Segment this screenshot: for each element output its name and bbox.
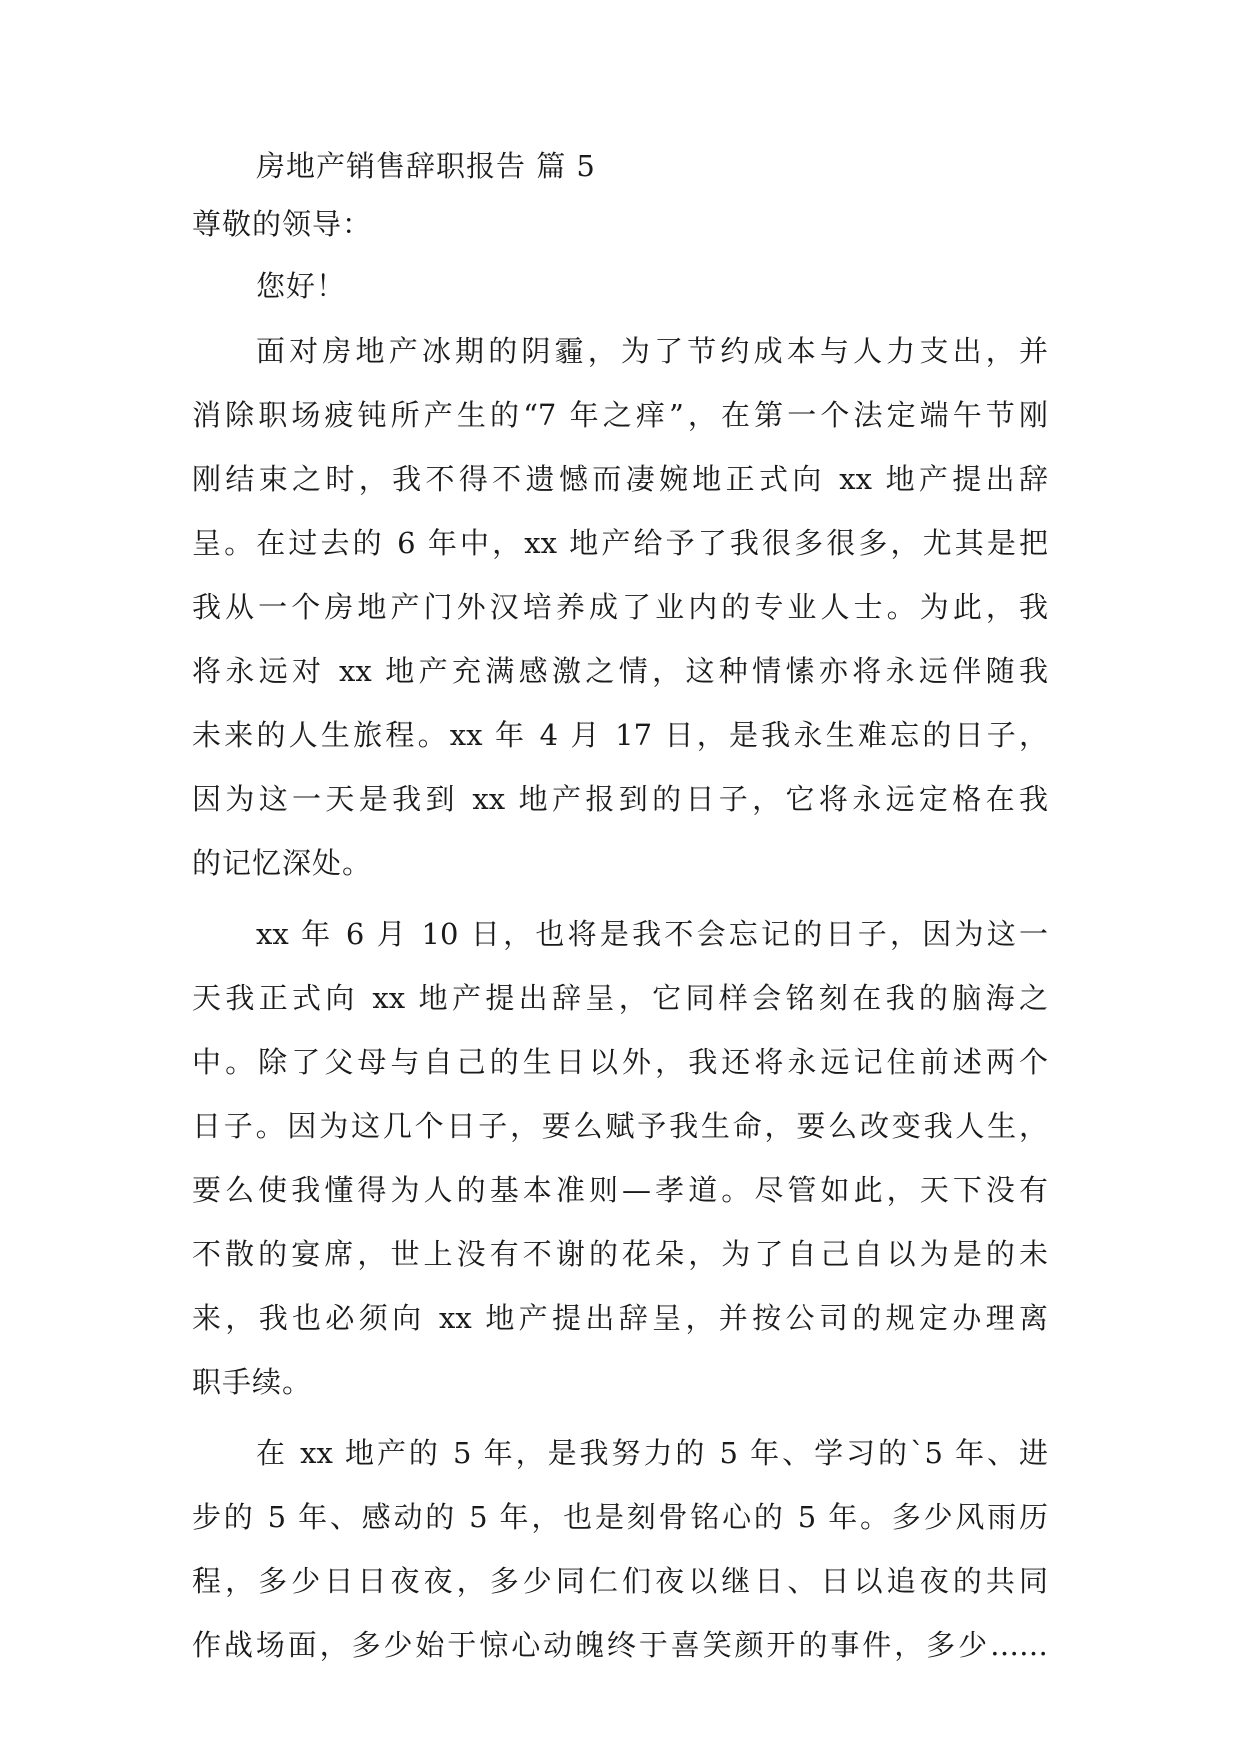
paragraph-line: 面对房地产冰期的阴霾，为了节约成本与人力支出，并 xyxy=(256,334,1048,368)
paragraph-line: 未来的人生旅程。xx 年 4 月 17 日，是我永生难忘的日子， xyxy=(192,718,1048,752)
paragraph-line: 中。除了父母与自己的生日以外，我还将永远记住前述两个 xyxy=(192,1045,1048,1079)
paragraph-line: 我从一个房地产门外汉培养成了业内的专业人士。为此，我 xyxy=(192,590,1048,624)
paragraph-line: 因为这一天是我到 xx 地产报到的日子，它将永远定格在我 xyxy=(192,782,1048,816)
paragraph-line: 消除职场疲钝所产生的“7 年之痒”，在第一个法定端午节刚 xyxy=(192,398,1048,432)
salutation: 尊敬的领导： xyxy=(192,207,373,241)
greeting: 您好！ xyxy=(256,269,347,303)
paragraph-line: 呈。在过去的 6 年中，xx 地产给予了我很多很多，尤其是把 xyxy=(192,526,1048,560)
paragraph-line: 不散的宴席，世上没有不谢的花朵，为了自己自以为是的未 xyxy=(192,1237,1048,1271)
paragraph-line: 刚结束之时，我不得不遗憾而凄婉地正式向 xx 地产提出辞 xyxy=(192,462,1048,496)
paragraph-line: 的记忆深处。 xyxy=(192,846,373,880)
paragraph-line: 作战场面，多少始于惊心动魄终于喜笑颜开的事件，多少…… xyxy=(192,1628,1048,1662)
paragraph-line: 步的 5 年、感动的 5 年，也是刻骨铭心的 5 年。多少风雨历 xyxy=(192,1500,1048,1534)
paragraph-line: 日子。因为这几个日子，要么赋予我生命，要么改变我人生， xyxy=(192,1109,1048,1143)
paragraph-line: xx 年 6 月 10 日，也将是我不会忘记的日子，因为这一 xyxy=(256,917,1048,951)
paragraph-line: 来，我也必须向 xx 地产提出辞呈，并按公司的规定办理离 xyxy=(192,1301,1048,1335)
paragraph-line: 要么使我懂得为人的基本准则—孝道。尽管如此，天下没有 xyxy=(192,1173,1048,1207)
paragraph-line: 程，多少日日夜夜，多少同仁们夜以继日、日以追夜的共同 xyxy=(192,1564,1048,1598)
paragraph-line: 在 xx 地产的 5 年，是我努力的 5 年、学习的`5 年、进 xyxy=(256,1436,1048,1470)
paragraph-line: 将永远对 xx 地产充满感激之情，这种情愫亦将永远伴随我 xyxy=(192,654,1048,688)
document-title: 房地产销售辞职报告 篇 5 xyxy=(256,149,596,183)
paragraph-line: 天我正式向 xx 地产提出辞呈，它同样会铭刻在我的脑海之 xyxy=(192,981,1048,1015)
paragraph-line: 职手续。 xyxy=(192,1365,313,1399)
